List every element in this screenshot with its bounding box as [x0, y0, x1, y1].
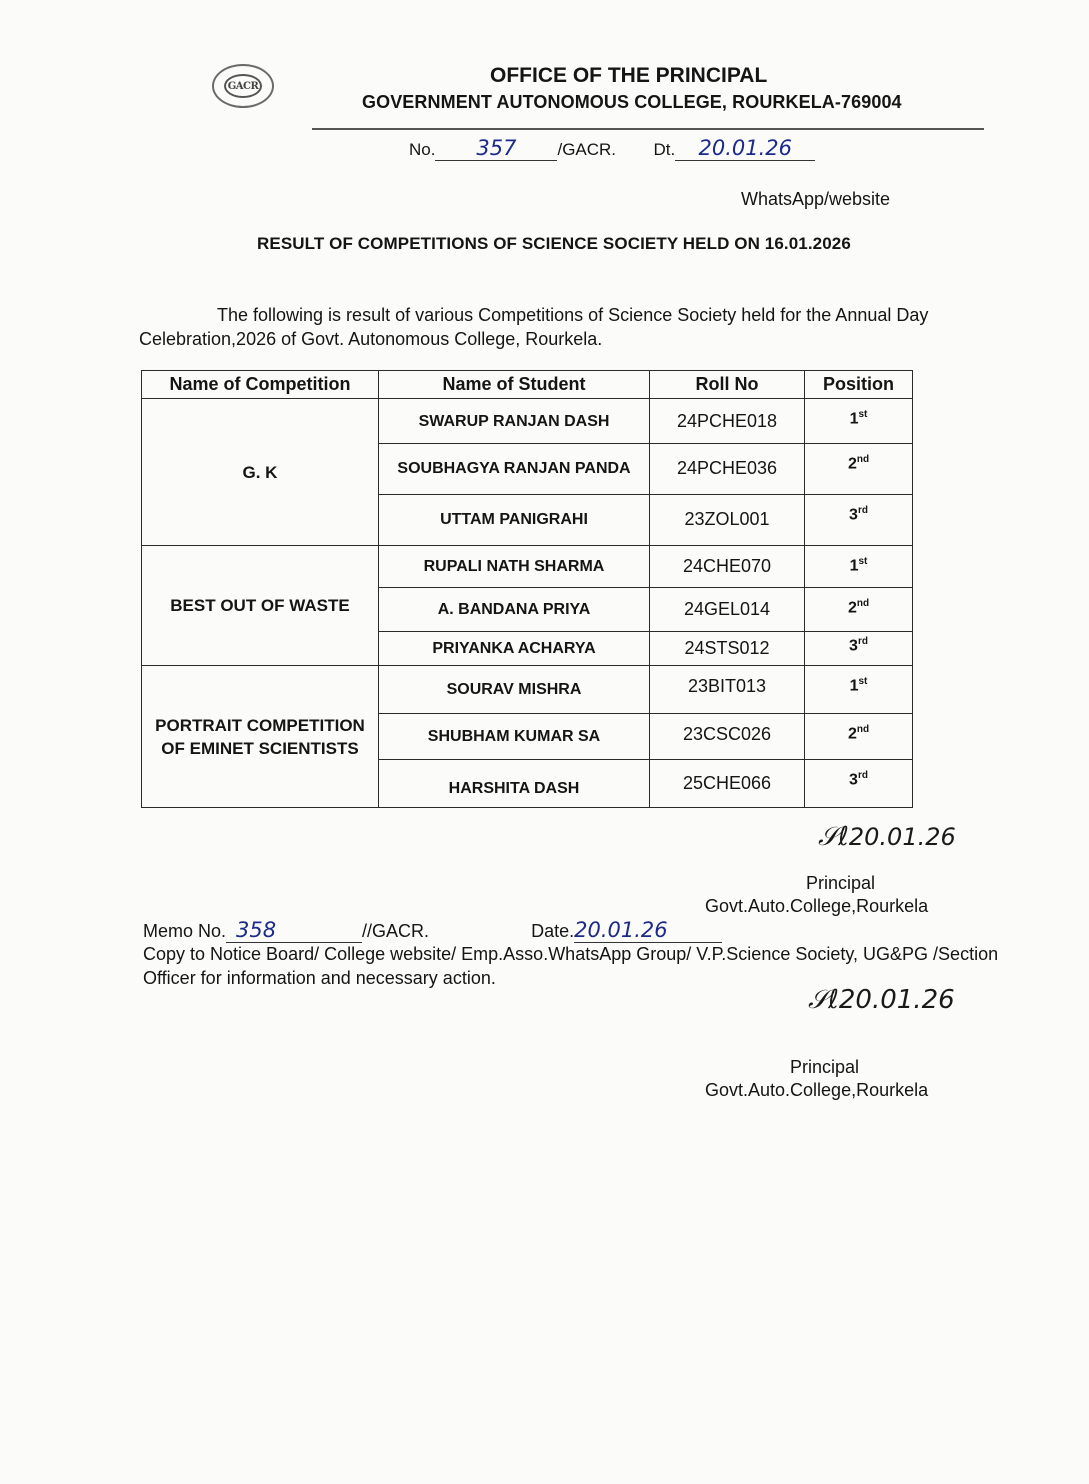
- position: 3rd: [805, 760, 913, 808]
- distribution-note: WhatsApp/website: [741, 189, 891, 209]
- ref-date-label: Dt.: [653, 140, 676, 159]
- student-name: SOUBHAGYA RANJAN PANDA: [379, 444, 650, 494]
- roll-no: 24CHE070: [650, 546, 805, 588]
- position: 1st: [805, 399, 913, 444]
- memo-line: [143, 918, 722, 943]
- position: 1st: [805, 666, 913, 714]
- student-name: SOURAV MISHRA: [379, 666, 650, 714]
- reference-line: [409, 136, 815, 161]
- roll-no: 24STS012: [650, 632, 805, 666]
- ref-gacr: /GACR.: [557, 140, 617, 159]
- roll-no: 24PCHE036: [650, 444, 805, 494]
- position: 2nd: [805, 714, 913, 760]
- roll-no: 23ZOL001: [650, 494, 805, 545]
- competition-name: PORTRAIT COMPETITION OF EMINET SCIENTISTS: [142, 666, 379, 808]
- memo-no-field: [226, 918, 362, 943]
- signature-initials: 𝒮ℓ: [808, 985, 839, 1015]
- college-emblem-text: GACR: [224, 74, 262, 98]
- results-table: [141, 370, 913, 808]
- ref-no-value: 357: [476, 136, 517, 160]
- copy-to-text: Copy to Notice Board/ College website/ Emp.Asso.WhatsApp Group/ V.P.Science Society, UG&PG /Section Officer for information and necessary action.: [143, 944, 999, 988]
- ref-date-value: 20.01.26: [698, 136, 792, 160]
- signatory-title: Principal: [790, 1057, 860, 1077]
- signatory-org: Govt.Auto.College,Rourkela: [705, 896, 929, 916]
- memo-date-value: 20.01.26: [574, 918, 668, 942]
- signature-date: 20.01.26: [838, 985, 955, 1015]
- student-name: SWARUP RANJAN DASH: [379, 399, 650, 444]
- memo-no-value: 358: [236, 918, 277, 942]
- ref-no-field: [435, 136, 557, 161]
- memo-date-label: Date.: [531, 921, 575, 941]
- col-header-student: Name of Student: [379, 371, 650, 399]
- roll-no: 24PCHE018: [650, 399, 805, 444]
- intro-paragraph: The following is result of various Competitions of Science Society held for the Annual Day Celebration,2026 of Govt. Autonomous College, Rourkela.: [139, 305, 929, 349]
- office-title: OFFICE OF THE PRINCIPAL: [490, 64, 768, 87]
- roll-no: 25CHE066: [650, 760, 805, 808]
- col-header-competition: Name of Competition: [142, 371, 379, 399]
- signatory-org: Govt.Auto.College,Rourkela: [705, 1080, 929, 1100]
- student-name: RUPALI NATH SHARMA: [379, 546, 650, 588]
- signature-date: 20.01.26: [848, 823, 956, 851]
- college-emblem-icon: [212, 64, 274, 108]
- position: 1st: [805, 546, 913, 588]
- roll-no: 23CSC026: [650, 714, 805, 760]
- table-row: [142, 546, 913, 588]
- memo-gacr: //GACR.: [362, 921, 430, 941]
- college-name: GOVERNMENT AUTONOMOUS COLLEGE, ROURKELA-769004: [362, 92, 902, 112]
- ref-no-label: No.: [409, 140, 436, 159]
- table-row: [142, 399, 913, 444]
- position: 3rd: [805, 632, 913, 666]
- signatory-title: Principal: [806, 873, 876, 893]
- student-name: PRIYANKA ACHARYA: [379, 632, 650, 666]
- memo-label: Memo No.: [143, 921, 227, 941]
- competition-name: BEST OUT OF WASTE: [142, 546, 379, 666]
- col-header-roll: Roll No: [650, 371, 805, 399]
- memo-date-field: [574, 918, 722, 943]
- signature-initials: 𝒮ℓ: [818, 822, 849, 852]
- student-name: SHUBHAM KUMAR SA: [379, 714, 650, 760]
- table-row: [142, 666, 913, 714]
- student-name: A. BANDANA PRIYA: [379, 588, 650, 632]
- roll-no: 23BIT013: [650, 666, 805, 714]
- competition-name: G. K: [142, 399, 379, 546]
- position: 2nd: [805, 444, 913, 494]
- roll-no: 24GEL014: [650, 588, 805, 632]
- principal-signature-2: [808, 985, 955, 1016]
- table-header-row: [142, 371, 913, 399]
- student-name: HARSHITA DASH: [379, 760, 650, 808]
- principal-signature-1: [818, 822, 956, 853]
- student-name: UTTAM PANIGRAHI: [379, 494, 650, 545]
- header-divider: [312, 128, 984, 130]
- ref-date-field: [675, 136, 815, 161]
- col-header-position: Position: [805, 371, 913, 399]
- position: 3rd: [805, 494, 913, 545]
- result-heading: RESULT OF COMPETITIONS OF SCIENCE SOCIETY HELD ON 16.01.2026: [257, 234, 851, 253]
- position: 2nd: [805, 588, 913, 632]
